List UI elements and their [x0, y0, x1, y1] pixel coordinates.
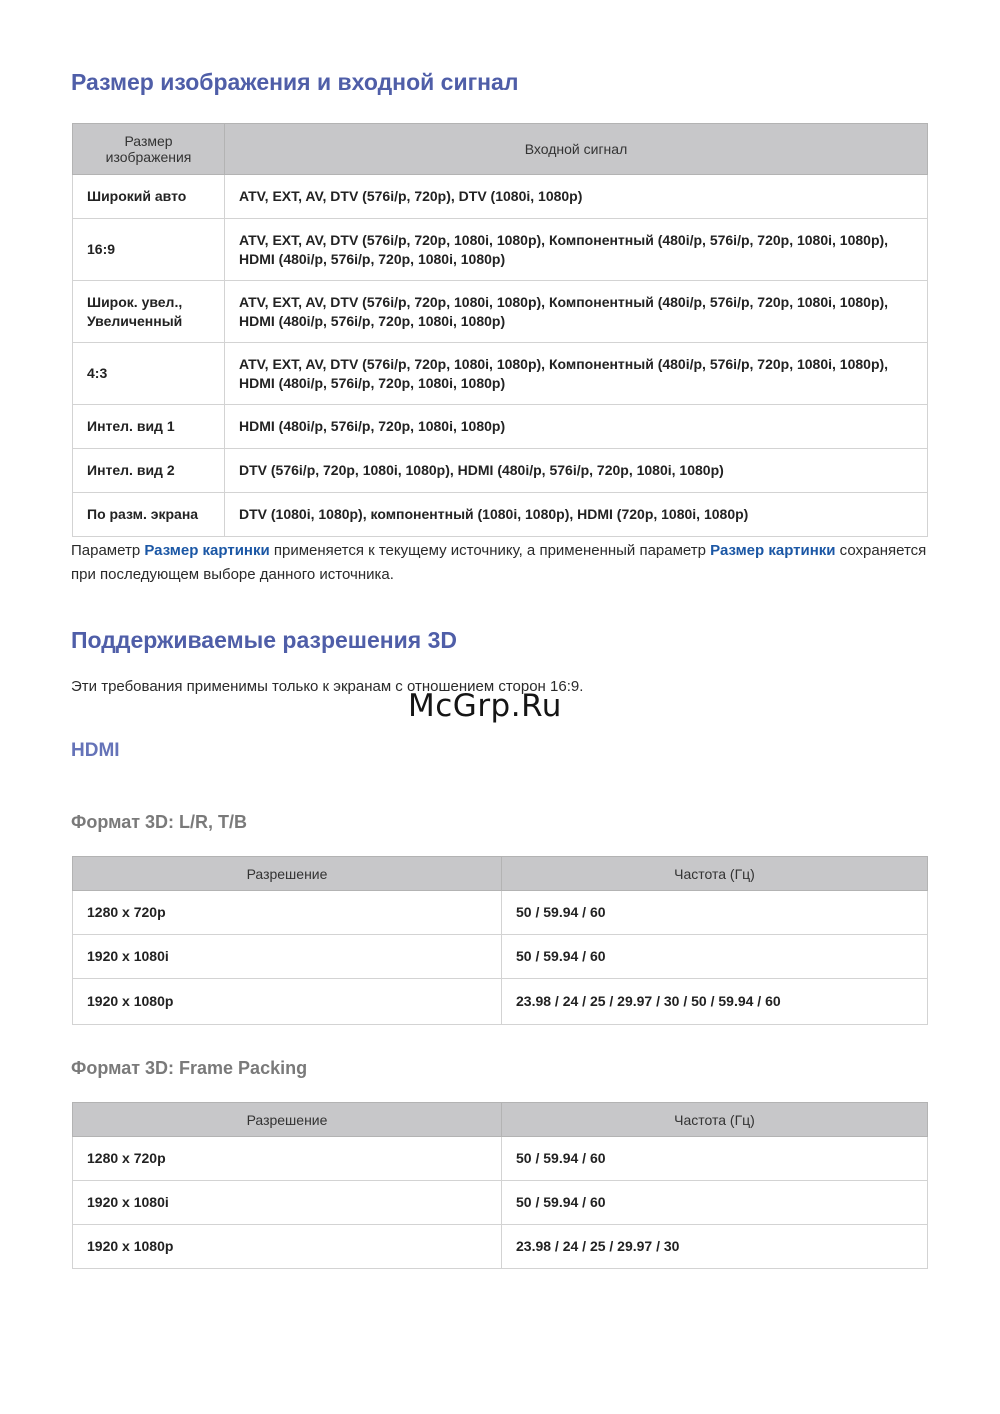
picture-size-table	[72, 123, 928, 537]
input-signal-cell: HDMI (480i/p, 576i/p, 720p, 1080i, 1080p)	[225, 405, 928, 449]
resolution-cell: 1920 x 1080p	[73, 979, 502, 1025]
picture-size-cell: Широк. увел., Увеличенный	[73, 281, 225, 343]
format-title-frame-packing: Формат 3D: Frame Packing	[71, 1058, 308, 1078]
section-intro-3d: Эти требования применимы только к экранам с отношением сторон 16:9.	[71, 678, 584, 695]
picture-size-link[interactable]: Размер картинки	[710, 542, 836, 559]
column-header-picture-size: Размер изображения	[73, 124, 225, 175]
resolution-cell: 1920 x 1080i	[73, 1181, 502, 1225]
picture-size-link[interactable]: Размер картинки	[144, 542, 270, 559]
frequency-cell: 50 / 59.94 / 60	[502, 935, 928, 979]
format-frame-packing-table	[72, 1102, 928, 1269]
input-signal-cell: DTV (576i/p, 720p, 1080i, 1080p), HDMI (480i/p, 576i/p, 720p, 1080i, 1080p)	[225, 449, 928, 493]
table-row	[73, 979, 928, 1025]
note-text: применяется к текущему источнику, а примененный параметр	[269, 542, 711, 559]
table-row	[73, 1181, 928, 1225]
picture-size-cell: 16:9	[73, 219, 225, 281]
resolution-cell: 1920 x 1080i	[73, 935, 502, 979]
picture-size-cell: По разм. экрана	[73, 493, 225, 537]
column-header-frequency: Частота (Гц)	[502, 857, 928, 891]
frequency-cell: 23.98 / 24 / 25 / 29.97 / 30 / 50 / 59.94 / 60	[502, 979, 928, 1025]
column-header-resolution: Разрешение	[73, 857, 502, 891]
table-row	[73, 219, 928, 281]
table-row	[73, 493, 928, 537]
section-title-3d-resolutions: Поддерживаемые разрешения 3D	[71, 627, 458, 653]
column-header-resolution: Разрешение	[73, 1103, 502, 1137]
section-title-picture-size: Размер изображения и входной сигнал	[71, 69, 519, 95]
picture-size-cell: Широкий авто	[73, 175, 225, 219]
column-header-frequency: Частота (Гц)	[502, 1103, 928, 1137]
table-row	[73, 1225, 928, 1269]
picture-size-cell: Интел. вид 1	[73, 405, 225, 449]
resolution-cell: 1280 x 720p	[73, 891, 502, 935]
table-row	[73, 1137, 928, 1181]
table-row	[73, 891, 928, 935]
table-row	[73, 281, 928, 343]
picture-size-cell: 4:3	[73, 343, 225, 405]
resolution-cell: 1920 x 1080p	[73, 1225, 502, 1269]
resolution-cell: 1280 x 720p	[73, 1137, 502, 1181]
watermark: McGrp.Ru	[408, 688, 562, 724]
table-row	[73, 405, 928, 449]
input-signal-cell: ATV, EXT, AV, DTV (576i/p, 720p, 1080i, 1080p), Компонентный (480i/p, 576i/p, 720p, 1080i, 1080p), HDMI (480i/p, 576i/p, 720p, 1080i, 1080p)	[225, 281, 928, 343]
input-signal-cell: DTV (1080i, 1080p), компонентный (1080i, 1080p), HDMI (720p, 1080i, 1080p)	[225, 493, 928, 537]
frequency-cell: 50 / 59.94 / 60	[502, 1137, 928, 1181]
frequency-cell: 23.98 / 24 / 25 / 29.97 / 30	[502, 1225, 928, 1269]
format-title-lr-tb: Формат 3D: L/R, T/B	[71, 812, 248, 832]
subsection-title-hdmi: HDMI	[71, 740, 120, 761]
note-text: сохраняется при последующем выборе данного источника.	[71, 542, 927, 583]
table-row	[73, 175, 928, 219]
picture-size-cell: Интел. вид 2	[73, 449, 225, 493]
input-signal-cell: ATV, EXT, AV, DTV (576i/p, 720p, 1080i, 1080p), Компонентный (480i/p, 576i/p, 720p, 1080i, 1080p), HDMI (480i/p, 576i/p, 720p, 1080i, 1080p)	[225, 219, 928, 281]
table-row	[73, 343, 928, 405]
format-lr-tb-table	[72, 856, 928, 1025]
note-text: Параметр	[71, 542, 145, 559]
column-header-input-signal: Входной сигнал	[225, 124, 928, 175]
frequency-cell: 50 / 59.94 / 60	[502, 1181, 928, 1225]
frequency-cell: 50 / 59.94 / 60	[502, 891, 928, 935]
table-row	[73, 935, 928, 979]
picture-size-note	[71, 539, 931, 587]
input-signal-cell: ATV, EXT, AV, DTV (576i/p, 720p), DTV (1080i, 1080p)	[225, 175, 928, 219]
input-signal-cell: ATV, EXT, AV, DTV (576i/p, 720p, 1080i, 1080p), Компонентный (480i/p, 576i/p, 720p, 1080i, 1080p), HDMI (480i/p, 576i/p, 720p, 1080i, 1080p)	[225, 343, 928, 405]
table-row	[73, 449, 928, 493]
